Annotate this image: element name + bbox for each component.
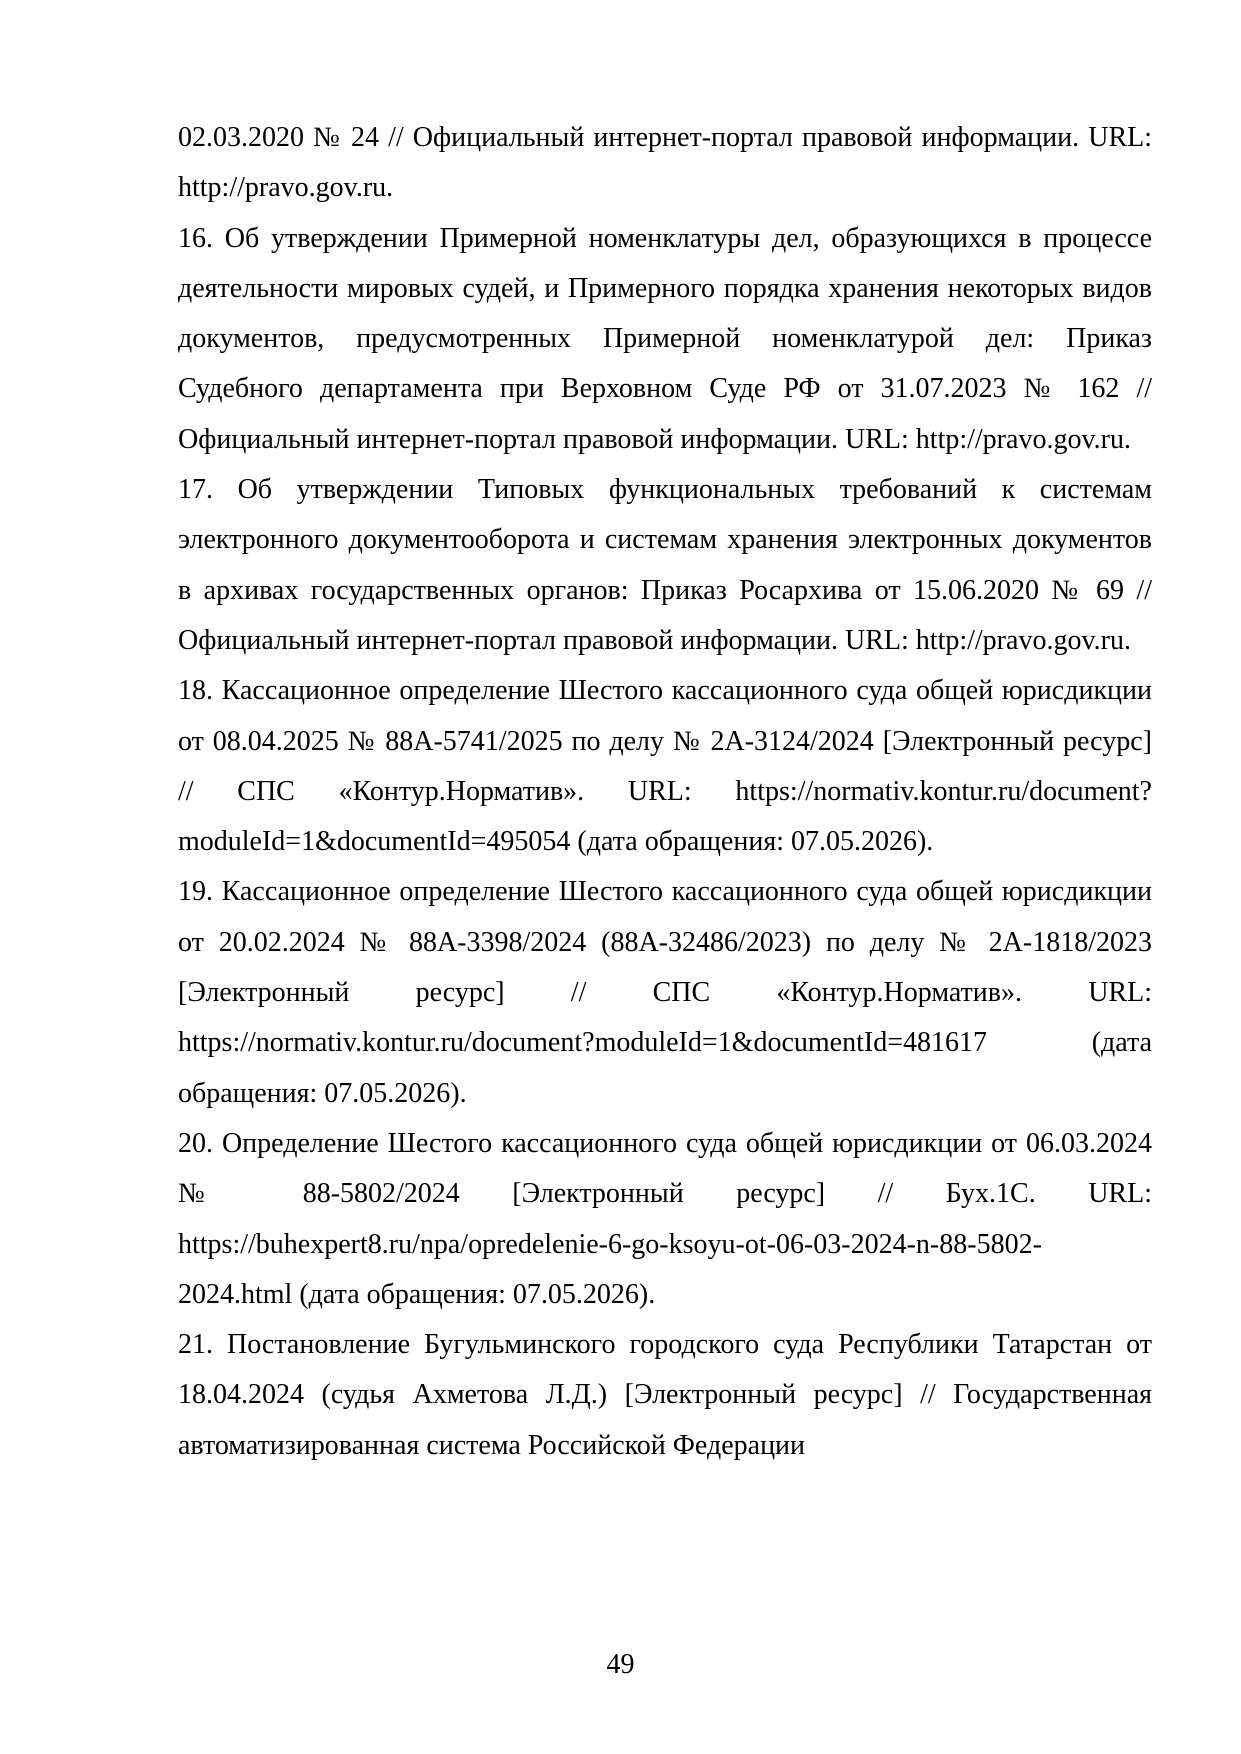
reference-entry-19: 19. Кассационное определение Шестого кассационного суда общей юрисдикции от 20.02.2024 № 88А-3398/2024 (88А-32486/2023) по делу № 2А-1818/2023 [Электронный ресурс] // СПС «Контур.Норматив». URL: https://normativ.kontur.ru/document?moduleId=1&documentId=481617 (дата обращения: 07.05.2026). <box>178 876 1152 1109</box>
reference-entry-15-continued: 02.03.2020 № 24 // Официальный интернет-портал правовой информации. URL: http://pravo.gov.ru. <box>178 122 1152 204</box>
reference-entry-20: 20. Определение Шестого кассационного суда общей юрисдикции от 06.03.2024 № 88-5802/2024 [Электронный ресурс] // Бух.1С. URL: https://buhexpert8.ru/npa/opredelenie-6-go-ksoyu-ot-06-03-2024-n-88-5802-2024.html (дата обращения: 07.05.2026). <box>178 1127 1152 1310</box>
page-number: 49 <box>606 1649 635 1680</box>
reference-entry-18: 18. Кассационное определение Шестого кассационного суда общей юрисдикции от 08.04.2025 № 88А-5741/2025 по делу № 2А-3124/2024 [Электронный ресурс] // СПС «Контур.Норматив». URL: https://normativ.kontur.ru/document?moduleId=1&documentId=495054 (дата обращения: 07.05.2026). <box>178 675 1152 858</box>
reference-list <box>178 113 1152 1471</box>
reference-entry-21: 21. Постановление Бугульминского городского суда Республики Татарстан от 18.04.2024 (судья Ахметова Л.Д.) [Электронный ресурс] // Государственная автоматизированная система Российской Федерации <box>178 1329 1152 1461</box>
reference-entry-17: 17. Об утверждении Типовых функциональных требований к системам электронного документооборота и системам хранения электронных документов в архивах государственных органов: Приказ Росархива от 15.06.2020 № 69 // Официальный интернет-портал правовой информации. URL: http://pravo.gov.ru. <box>178 474 1152 656</box>
reference-entry-16: 16. Об утверждении Примерной номенклатуры дел, образующихся в процессе деятельности мировых судей, и Примерного порядка хранения некоторых видов документов, предусмотренных Примерной номенклатурой дел: Приказ Судебного департамента при Верховном Суде РФ от 31.07.2023 № 162 // Официальный интернет-портал правовой информации. URL: http://pravo.gov.ru. <box>178 222 1152 455</box>
